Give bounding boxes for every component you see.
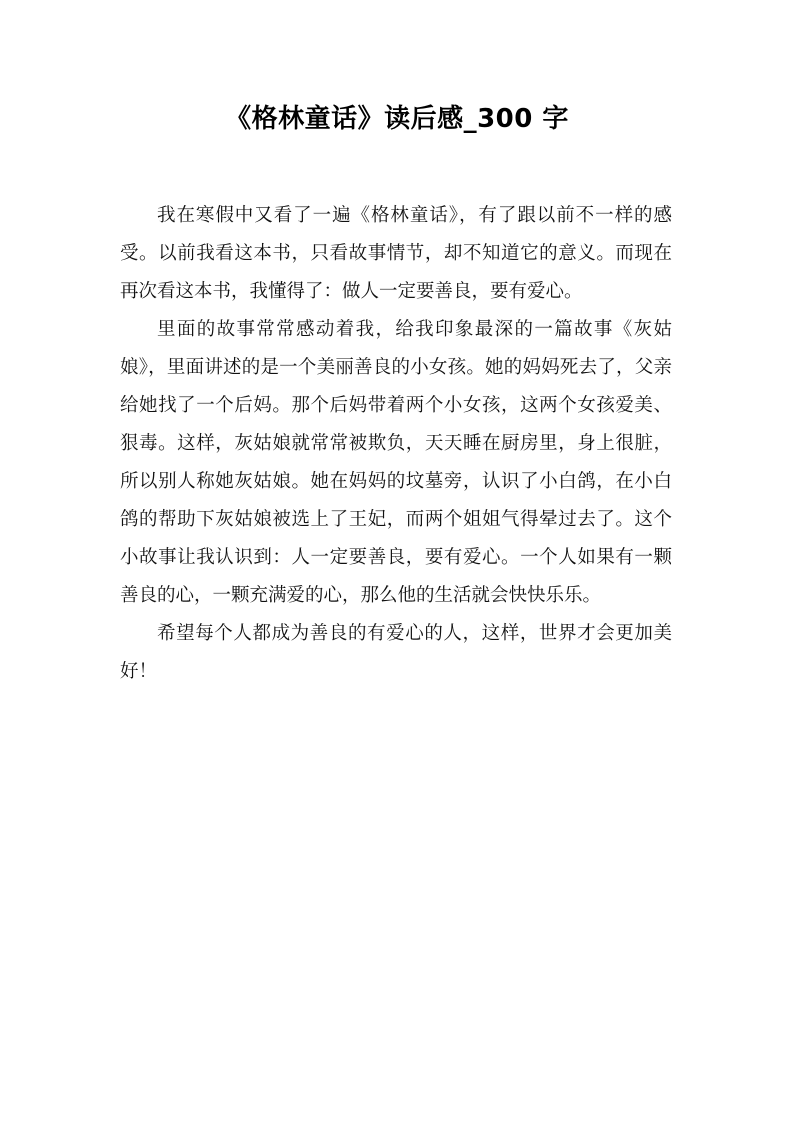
document-body: [120, 197, 672, 691]
paragraph-2: 里面的故事常常感动着我，给我印象最深的一篇故事《灰姑娘》，里面讲述的是一个美丽善良的小女孩。她的妈妈死去了，父亲给她找了一个后妈。那个后妈带着两个小女孩，这两个女孩爱美、狠毒。这样，灰姑娘就常常被欺负，天天睡在厨房里，身上很脏，所以别人称她灰姑娘。她在妈妈的坟墓旁，认识了小白鸽，在小白鸽的帮助下灰姑娘被选上了王妃，而两个姐姐气得晕过去了。这个小故事让我认识到：人一定要善良，要有爱心。一个人如果有一颗善良的心，一颗充满爱的心，那么他的生活就会快快乐乐。: [120, 319, 672, 606]
paragraph-1: 我在寒假中又看了一遍《格林童话》，有了跟以前不一样的感受。以前我看这本书，只看故事情节，却不知道它的意义。而现在再次看这本书，我懂得了：做人一定要善良，要有爱心。: [120, 205, 672, 302]
document-title: 《格林童话》读后感_300 字: [225, 104, 569, 134]
paragraph-3: 希望每个人都成为善良的有爱心的人，这样，世界才会更加美好！: [120, 623, 672, 682]
